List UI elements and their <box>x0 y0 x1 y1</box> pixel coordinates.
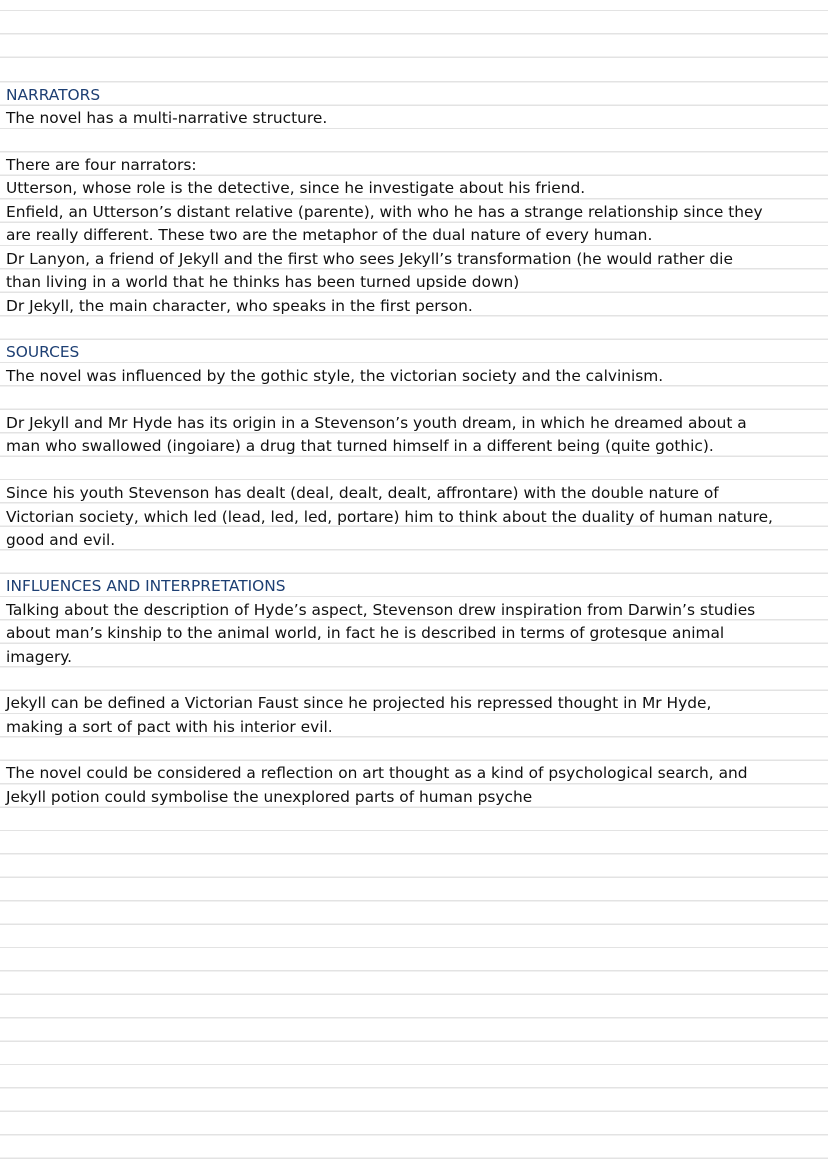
sources-paragraph-2-line: Dr Jekyll and Mr Hyde has its origin in a Stevenson’s youth dream, in which he dreamed about a <box>6 414 747 432</box>
sources-paragraph-3-line: Since his youth Stevenson has dealt (deal, dealt, dealt, affrontare) with the double nature of <box>6 484 719 502</box>
influences-paragraph-1-line: Talking about the description of Hyde’s aspect, Stevenson drew inspiration from Darwin’s studies <box>6 601 756 619</box>
influences-paragraph-2-line: making a sort of pact with his interior evil. <box>6 718 333 736</box>
influences-paragraph-1-line: imagery. <box>6 648 73 666</box>
sources-paragraph-3-line: Victorian society, which led (lead, led, led, portare) him to think about the duality of human nature, <box>6 508 773 526</box>
narrators-line: than living in a world that he thinks has been turned upside down) <box>6 273 520 291</box>
narrators-line: Utterson, whose role is the detective, since he investigate about his friend. <box>6 179 586 197</box>
influences-paragraph-2-line: Jekyll can be defined a Victorian Faust since he projected his repressed thought in Mr Hyde, <box>6 694 712 712</box>
influences-paragraph-3-line: Jekyll potion could symbolise the unexplored parts of human psyche <box>6 788 533 806</box>
section-heading-sources: SOURCES <box>6 343 80 361</box>
narrators-line: Dr Jekyll, the main character, who speaks in the first person. <box>6 297 473 315</box>
narrators-intro: The novel has a multi-narrative structure. <box>6 109 328 127</box>
section-heading-influences: INFLUENCES AND INTERPRETATIONS <box>6 577 286 595</box>
influences-paragraph-1-line: about man’s kinship to the animal world, in fact he is described in terms of grotesque animal <box>6 624 725 642</box>
narrators-line: Enfield, an Utterson’s distant relative (parente), with who he has a strange relationship since they <box>6 203 763 221</box>
narrators-line: Dr Lanyon, a friend of Jekyll and the first who sees Jekyll’s transformation (he would rather die <box>6 250 733 268</box>
sources-paragraph-2-line: man who swallowed (ingoiare) a drug that turned himself in a different being (quite gothic). <box>6 437 714 455</box>
influences-paragraph-3-line: The novel could be considered a reflection on art thought as a kind of psychological search, and <box>6 764 748 782</box>
narrators-line: are really different. These two are the metaphor of the dual nature of every human. <box>6 226 653 244</box>
sources-paragraph-1: The novel was influenced by the gothic style, the victorian society and the calvinism. <box>6 367 664 385</box>
section-heading-narrators: NARRATORS <box>6 86 101 104</box>
narrators-line: There are four narrators: <box>6 156 197 174</box>
sources-paragraph-3-line: good and evil. <box>6 531 116 549</box>
